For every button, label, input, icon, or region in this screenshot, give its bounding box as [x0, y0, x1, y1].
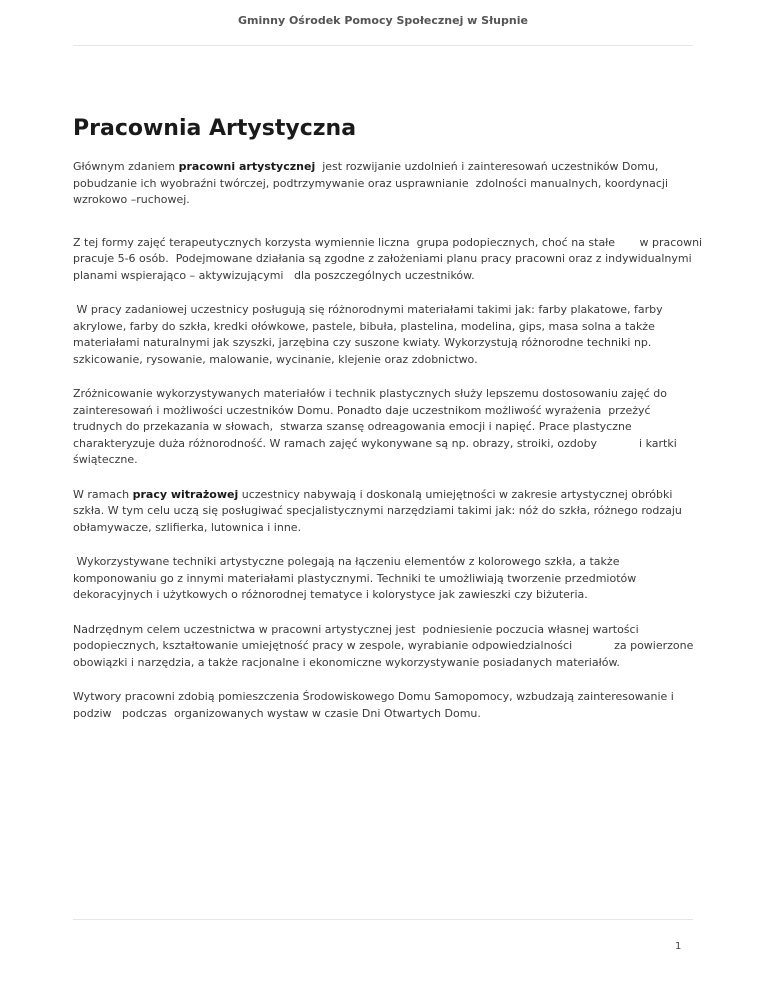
paragraph-text: jest rozwijanie uzdolnień i zainteresowań uczestników Domu, pobudzanie ich wyobraźni twórczej, podtrzymywanie oraz usprawnianie zdolności manualnych, koordynacji wzrokowo –ruchowej. [73, 160, 672, 206]
page-title: Pracownia Artystyczna [73, 116, 357, 141]
footer-divider [73, 919, 693, 920]
paragraph-exhibitions: Wytwory pracowni zdobią pomieszczenia Środowiskowego Domu Samopomocy, wzbudzają zainteresowanie i podziw podczas organizowanych wystaw w czasie Dni Otwartych Domu. [73, 690, 678, 720]
paragraph-techniques: Wykorzystywane techniki artystyczne polegają na łączeniu elementów z kolorowego szkła, a także komponowaniu go z innymi materiałami plastycznymi. Techniki te umożliwiają tworzenie przedmiotów dekoracyjnych i użytkowych o różnorodnej tematyce i kolorystyce jak zawieszki czy biżuteria. [73, 555, 640, 601]
paragraph-diversity: Zróżnicowanie wykorzystywanych materiałów i technik plastycznych służy lepszemu dostosowaniu zajęć do zainteresowań i możliwości uczestników Domu. Ponadto daje uczestnikom możliwość wyrażenia przeżyć trudnych do przekazania w słowach, stwarza szansę odreagowania emocji i napięć. Prace plastyczne charakteryzuje duża różnorodność. W ramach zajęć wykonywane są np. obrazy, stroiki, ozdoby i kartki świąteczne. [73, 387, 681, 466]
paragraph-text: Głównym zdaniem [73, 160, 179, 173]
paragraph-goal: Nadrzędnym celem uczestnictwa w pracowni artystycznej jest podniesienie poczucia własnej wartości podopiecznych, kształtowanie umiejętność pracy w zespole, wyrabianie odpowiedzialności za powierzone obowiązki i narzędzia, a także racjonalne i ekonomiczne wykorzystywanie posiadanych materiałów. [73, 622, 697, 669]
paragraph-participants: Z tej formy zajęć terapeutycznych korzysta wymiennie liczna grupa podopiecznych, choć na stałe w pracowni pracuje 5-6 osób. Podejmowane działania są zgodne z założeniami planu pracy pracowni oraz z indywidualnymi planami wspierająco – aktywizującymi dla poszczególnych uczestników. [73, 235, 706, 282]
bold-term: pracy witrażowej [132, 487, 239, 501]
paragraph-stained-glass [73, 487, 703, 537]
page-number: 1 [675, 941, 682, 952]
header-divider [73, 45, 693, 46]
bold-term: pracowni artystycznej [178, 160, 316, 173]
document-header: Gminny Ośrodek Pomocy Społecznej w Słupnie [238, 14, 528, 27]
paragraph-text: W ramach [73, 487, 133, 501]
paragraph-text: uczestnicy nabywają i doskonalą umiejętności w zakresie artystycznej obróbki szkła. W tym celu uczą się posługiwać specjalistycznymi narzędziami takimi jak: nóż do szkła, różnego rodzaju obłamywacze, szlifierka, lutownica i inne. [73, 487, 686, 534]
paragraph-materials: W pracy zadaniowej uczestnicy posługują się różnorodnymi materiałami takimi jak: farby plakatowe, farby akrylowe, farby do szkła, kredki ołówkowe, pastele, bibuła, plastelina, modelina, gips, masa solna a także materiałami naturalnymi jak szyszki, jarzębina czy suszone kwiaty. Wykorzystują różnorodne techniki np. szkicowanie, rysowanie, malowanie, wycinanie, klejenie oraz zdobnictwo. [73, 303, 667, 366]
document-body [73, 159, 706, 722]
paragraph-intro [73, 159, 703, 209]
